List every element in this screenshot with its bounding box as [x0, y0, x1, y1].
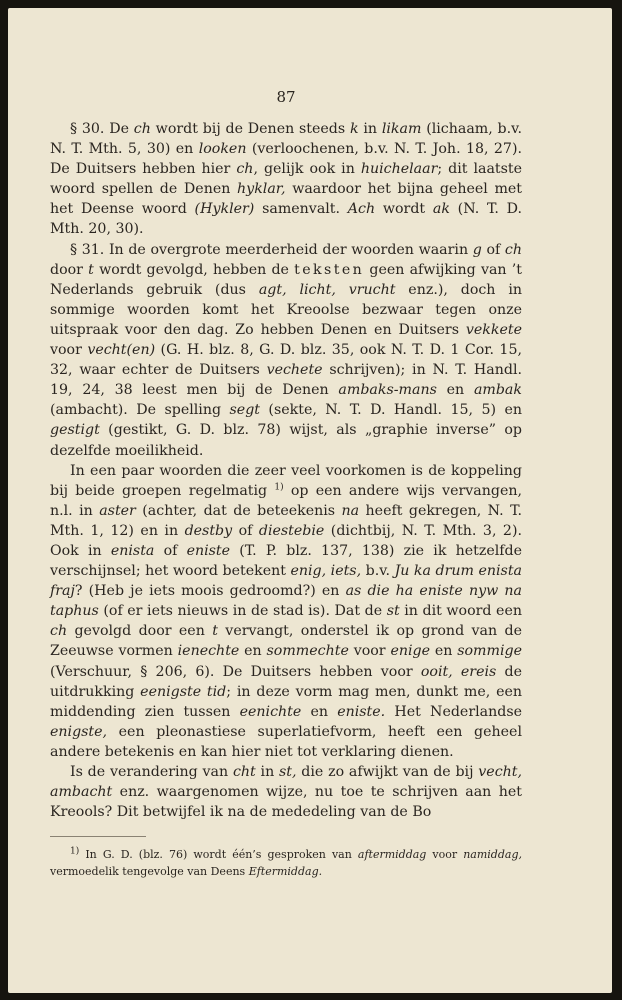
text-run: (of er iets nieuws in de stad is). Dat de	[98, 603, 387, 620]
body-text	[50, 119, 522, 822]
italic-term: Ju ka drum enista fraj	[50, 563, 522, 600]
paragraph-31	[50, 240, 522, 461]
text-run: In een paar woorden die zeer veel voorkomen is de koppeling bij beide groepen regelmatig	[50, 462, 522, 499]
italic-term: gestigt	[50, 422, 100, 439]
text-run: vervangt, onderstel ik op grond van de Zeeuwse vormen	[50, 623, 522, 660]
italic-term: Ach	[347, 201, 376, 218]
text-run: § 30. De	[70, 121, 134, 137]
italic-term: Eftermiddag.	[248, 865, 323, 878]
footnote-divider	[50, 836, 146, 837]
italic-term: huichelaar	[360, 161, 438, 178]
text-run: en	[239, 643, 267, 660]
text-run: in	[255, 764, 280, 780]
text-run: wordt gevolgd, hebben de	[93, 261, 295, 278]
text-run: In G. D. (blz. 76) wordt één’s gesproken van	[79, 848, 358, 861]
text-run: waardoor het bijna geheel met het Deense woord	[50, 181, 522, 218]
paragraph-30	[50, 119, 522, 240]
text-run: in dit woord een	[399, 603, 522, 620]
footnote-marker: 1)	[70, 846, 80, 857]
italic-term: vechete	[266, 362, 323, 379]
italic-term: na	[341, 502, 360, 519]
paragraph-koppeling	[50, 461, 522, 762]
text-run: de uitdrukking	[50, 663, 522, 700]
italic-term: as die ha eniste nyw na taphus	[50, 583, 522, 620]
italic-term: looken	[198, 141, 247, 158]
italic-term: g	[472, 241, 482, 258]
text-run: Is de verandering van	[70, 764, 233, 780]
text-run: , gelijk ook in	[253, 161, 361, 178]
text-run: in	[358, 121, 382, 137]
italic-term: ch	[133, 121, 151, 137]
italic-term: aster	[99, 502, 136, 519]
text-run: of	[232, 522, 259, 539]
text-run: die zo afwijkt van de bij	[296, 764, 479, 780]
text-run: (G. H. blz. 8, G. D. blz. 35, ook N. T. D. 1 Cor. 15, 32, waar echter de Duitsers	[50, 342, 522, 379]
italic-term: enige	[390, 643, 430, 660]
italic-term: ambaks-mans	[338, 382, 437, 399]
italic-term: k	[349, 121, 359, 137]
italic-term: vekkete	[465, 321, 522, 338]
text-run: wordt	[375, 201, 433, 218]
italic-term: enig, iets,	[290, 563, 362, 580]
italic-term: t	[212, 623, 218, 640]
footnote	[50, 846, 522, 880]
text-run: (achter, dat de beteekenis	[135, 502, 342, 519]
text-run: voor	[50, 342, 88, 359]
text-run: een pleonastiese superlatiefvorm, heeft een geheel andere betekenis en kan hier niet tot verklaring dienen.	[50, 723, 522, 760]
text-run: (ambacht). De spelling	[50, 402, 230, 419]
italic-term: enista	[110, 542, 155, 559]
italic-term: ch	[50, 623, 68, 640]
italic-term: st,	[279, 764, 297, 780]
text-run: (Verschuur, § 206, 6). De Duitsers hebben voor	[50, 663, 421, 680]
italic-term: ch	[236, 161, 254, 178]
book-page	[8, 8, 612, 993]
italic-term: ak	[432, 201, 450, 218]
text-run: voor	[348, 643, 391, 660]
italic-term: namiddag,	[463, 848, 522, 861]
text-run: heeft gekregen, N. T. Mth. 1, 12) en in	[50, 502, 522, 539]
text-run: (T. P. blz. 137, 138) zie ik hetzelfde verschijnsel; het woord betekent	[50, 542, 522, 580]
text-run: (dichtbij, N. T. Mth. 3, 2). Ook in	[50, 522, 522, 559]
text-run: b.v.	[361, 563, 395, 580]
italic-term: ooit, ereis	[420, 663, 497, 680]
italic-term: destby	[184, 522, 233, 539]
text-run: enz.), doch in sommige woorden komt het Kreoolse bezwaar tegen onze uitspraak voor den dag. Zo hebben Denen en Duitsers	[50, 281, 522, 338]
italic-term: ienechte	[177, 643, 240, 660]
italic-term: segt	[229, 402, 260, 419]
italic-term: (Hykler)	[194, 201, 255, 218]
text-run: (sekte, N. T. D. Handl. 15, 5) en	[259, 402, 522, 419]
footnote-marker: 1)	[274, 481, 284, 492]
text-run: (N. T. D. Mth. 20, 30).	[50, 201, 522, 238]
text-run: geen afwijking van ’t Nederlands gebruik (dus	[50, 261, 522, 298]
text-run: (gestikt, G. D. blz. 78) wijst, als „graphie inverse” op dezelfde moeilikheid.	[50, 422, 522, 459]
italic-term: vecht(en)	[87, 342, 156, 359]
italic-term: eenichte	[239, 703, 302, 720]
italic-term: agt, licht, vrucht	[258, 281, 396, 298]
text-run: ? (Heb je iets moois gedroomd?) en	[74, 583, 346, 600]
italic-term: likam	[381, 121, 422, 137]
text-run: schrijven); in N. T. Handl. 19, 24, 38 leest men bij de Denen	[50, 362, 522, 399]
text-run: voor	[426, 848, 464, 861]
text-run: gevolgd door een	[67, 623, 213, 640]
italic-term: eenigste tid	[140, 683, 227, 700]
italic-term: hyklar,	[237, 181, 286, 198]
text-run: ; in deze vorm mag men, dunkt me, een middending zien tussen	[50, 683, 522, 720]
text-run: (verloochenen, b.v. N. T. Joh. 18, 27). De Duitsers hebben hier	[50, 141, 522, 178]
italic-term: eniste	[186, 542, 231, 559]
italic-term: diestebie	[258, 522, 325, 539]
italic-term: vecht, ambacht	[50, 764, 522, 801]
text-run: teksten	[294, 261, 365, 278]
text-run: samenvalt.	[254, 201, 348, 218]
footnote-text	[50, 846, 522, 880]
text-run: of	[154, 542, 187, 559]
italic-term: cht	[232, 764, 256, 780]
italic-term: eniste.	[337, 703, 386, 720]
italic-term: ambak	[473, 382, 522, 399]
text-run: (lichaam, b.v. N. T. Mth. 5, 30) en	[50, 121, 522, 158]
paragraph-verandering	[50, 762, 522, 822]
text-run: enz. waargenomen wijze, nu toe te schrijven aan het Kreools? Dit betwijfel ik na de mededeling van de Bo	[50, 784, 522, 821]
text-run: op een andere wijs vervangen, n.l. in	[50, 482, 522, 519]
page-number: 87	[276, 88, 296, 106]
text-run: door	[50, 261, 89, 278]
text-run: ; dit laatste woord spellen de Denen	[50, 161, 523, 198]
italic-term: sommige	[457, 643, 522, 660]
text-run: Het Nederlandse	[385, 703, 522, 720]
text-run: en	[430, 643, 458, 660]
text-run: of	[481, 241, 505, 258]
text-run: § 31. In de overgrote meerderheid der woorden waarin	[70, 241, 473, 258]
text-run: en	[301, 703, 338, 720]
italic-term: st	[386, 603, 400, 620]
italic-term: t	[88, 261, 94, 278]
text-run: wordt bij de Denen steeds	[150, 121, 350, 137]
text-run: en	[436, 382, 474, 399]
italic-term: sommechte	[266, 643, 349, 660]
italic-term: aftermiddag	[357, 848, 427, 861]
italic-term: enigste,	[50, 723, 108, 740]
text-run: vermoedelik tengevolge van Deens	[50, 865, 249, 878]
italic-term: ch	[504, 241, 522, 258]
